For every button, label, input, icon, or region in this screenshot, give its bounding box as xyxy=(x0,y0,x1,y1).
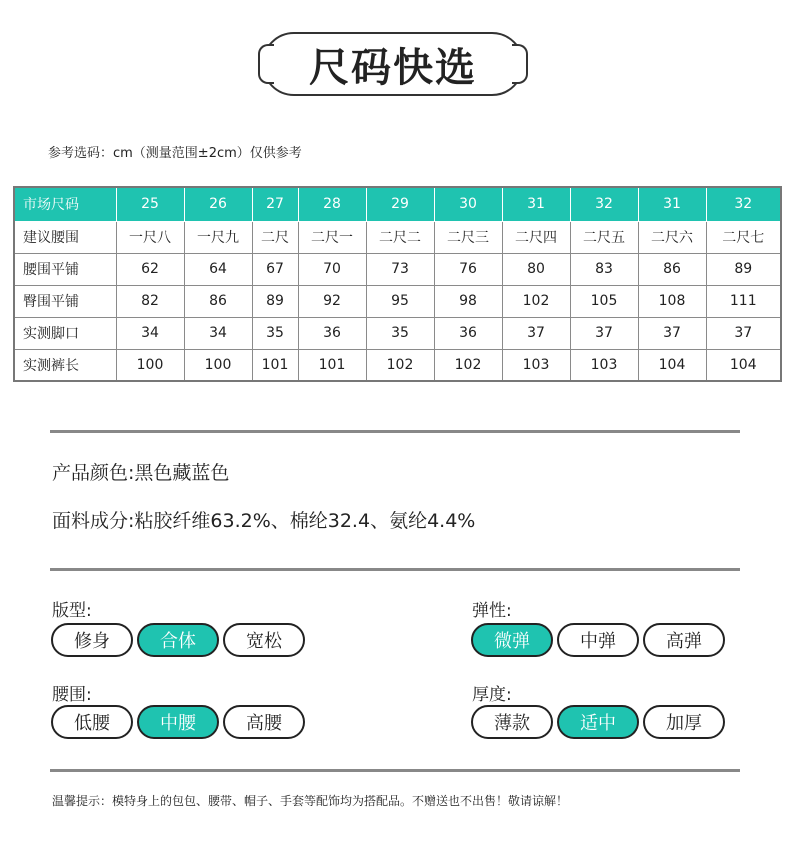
table-cell: 101 xyxy=(298,349,366,381)
table-cell: 101 xyxy=(252,349,298,381)
size-table xyxy=(13,186,782,382)
header-size-cell: 31 xyxy=(638,187,706,221)
fit-option-chip[interactable]: 合体 xyxy=(137,623,219,657)
waist-option-chip[interactable]: 高腰 xyxy=(223,705,305,739)
divider-middle xyxy=(50,568,740,571)
table-cell: 35 xyxy=(366,317,434,349)
table-cell: 95 xyxy=(366,285,434,317)
table-cell: 105 xyxy=(570,285,638,317)
table-cell: 92 xyxy=(298,285,366,317)
size-table-header xyxy=(14,187,781,221)
table-row xyxy=(14,317,781,349)
header-size-cell: 28 xyxy=(298,187,366,221)
table-cell: 二尺六 xyxy=(638,221,706,253)
table-cell: 37 xyxy=(706,317,781,349)
thickness-options xyxy=(471,705,725,739)
table-cell: 62 xyxy=(116,253,184,285)
fit-option-chip[interactable]: 宽松 xyxy=(223,623,305,657)
table-cell: 86 xyxy=(638,253,706,285)
table-cell: 64 xyxy=(184,253,252,285)
table-cell: 二尺二 xyxy=(366,221,434,253)
elasticity-label: 弹性: xyxy=(472,601,512,621)
table-cell: 67 xyxy=(252,253,298,285)
table-cell: 37 xyxy=(502,317,570,349)
elasticity-option-chip[interactable]: 微弹 xyxy=(471,623,553,657)
divider-bottom xyxy=(50,769,740,772)
fit-options xyxy=(51,623,305,657)
row-label-cell: 腰围平铺 xyxy=(14,253,116,285)
divider-top xyxy=(50,430,740,433)
table-row xyxy=(14,349,781,381)
table-row xyxy=(14,253,781,285)
header-size-cell: 26 xyxy=(184,187,252,221)
table-cell: 103 xyxy=(502,349,570,381)
table-cell: 102 xyxy=(502,285,570,317)
table-cell: 102 xyxy=(366,349,434,381)
waist-options xyxy=(51,705,305,739)
header-size-cell: 32 xyxy=(570,187,638,221)
thickness-label: 厚度: xyxy=(472,685,512,705)
table-cell: 二尺四 xyxy=(502,221,570,253)
product-fabric: 面料成分:粘胶纤维63.2%、棉纶32.4、氨纶4.4% xyxy=(52,510,476,532)
table-cell: 二尺五 xyxy=(570,221,638,253)
table-cell: 102 xyxy=(434,349,502,381)
table-cell: 83 xyxy=(570,253,638,285)
table-cell: 103 xyxy=(570,349,638,381)
table-cell: 二尺三 xyxy=(434,221,502,253)
footnote: 温馨提示：模特身上的包包、腰带、帽子、手套等配饰均为搭配品。不赠送也不出售！敬请谅解！ xyxy=(52,794,569,808)
table-cell: 二尺 xyxy=(252,221,298,253)
fit-option-chip[interactable]: 修身 xyxy=(51,623,133,657)
row-label-cell: 臀围平铺 xyxy=(14,285,116,317)
page-title: 尺码快选 xyxy=(262,32,524,96)
table-cell: 111 xyxy=(706,285,781,317)
table-cell: 80 xyxy=(502,253,570,285)
table-cell: 73 xyxy=(366,253,434,285)
elasticity-options xyxy=(471,623,725,657)
header-size-cell: 25 xyxy=(116,187,184,221)
row-label-cell: 建议腰围 xyxy=(14,221,116,253)
row-label-cell: 实测脚口 xyxy=(14,317,116,349)
fit-label: 版型: xyxy=(52,601,92,621)
table-row xyxy=(14,285,781,317)
product-color: 产品颜色:黑色藏蓝色 xyxy=(52,462,230,484)
header-size-cell: 29 xyxy=(366,187,434,221)
table-cell: 34 xyxy=(184,317,252,349)
table-cell: 89 xyxy=(252,285,298,317)
table-cell: 二尺七 xyxy=(706,221,781,253)
table-cell: 98 xyxy=(434,285,502,317)
table-cell: 36 xyxy=(434,317,502,349)
elasticity-option-chip[interactable]: 高弹 xyxy=(643,623,725,657)
thickness-option-chip[interactable]: 加厚 xyxy=(643,705,725,739)
table-cell: 一尺八 xyxy=(116,221,184,253)
header-size-cell: 32 xyxy=(706,187,781,221)
table-row xyxy=(14,221,781,253)
header-size-cell: 30 xyxy=(434,187,502,221)
table-cell: 82 xyxy=(116,285,184,317)
table-cell: 76 xyxy=(434,253,502,285)
table-cell: 34 xyxy=(116,317,184,349)
waist-option-chip[interactable]: 中腰 xyxy=(137,705,219,739)
table-cell: 37 xyxy=(570,317,638,349)
table-cell: 104 xyxy=(638,349,706,381)
header-size-cell: 27 xyxy=(252,187,298,221)
thickness-option-chip[interactable]: 薄款 xyxy=(471,705,553,739)
reference-note: 参考选码：cm（测量范围±2cm）仅供参考 xyxy=(48,146,302,161)
table-cell: 100 xyxy=(116,349,184,381)
elasticity-option-chip[interactable]: 中弹 xyxy=(557,623,639,657)
table-cell: 二尺一 xyxy=(298,221,366,253)
table-cell: 36 xyxy=(298,317,366,349)
table-cell: 89 xyxy=(706,253,781,285)
table-cell: 108 xyxy=(638,285,706,317)
table-cell: 37 xyxy=(638,317,706,349)
row-label-cell: 实测裤长 xyxy=(14,349,116,381)
waist-option-chip[interactable]: 低腰 xyxy=(51,705,133,739)
table-cell: 104 xyxy=(706,349,781,381)
header-label-cell: 市场尺码 xyxy=(14,187,116,221)
table-cell: 100 xyxy=(184,349,252,381)
table-cell: 70 xyxy=(298,253,366,285)
waist-label: 腰围: xyxy=(52,685,92,705)
thickness-option-chip[interactable]: 适中 xyxy=(557,705,639,739)
header-size-cell: 31 xyxy=(502,187,570,221)
table-cell: 86 xyxy=(184,285,252,317)
table-cell: 一尺九 xyxy=(184,221,252,253)
table-cell: 35 xyxy=(252,317,298,349)
